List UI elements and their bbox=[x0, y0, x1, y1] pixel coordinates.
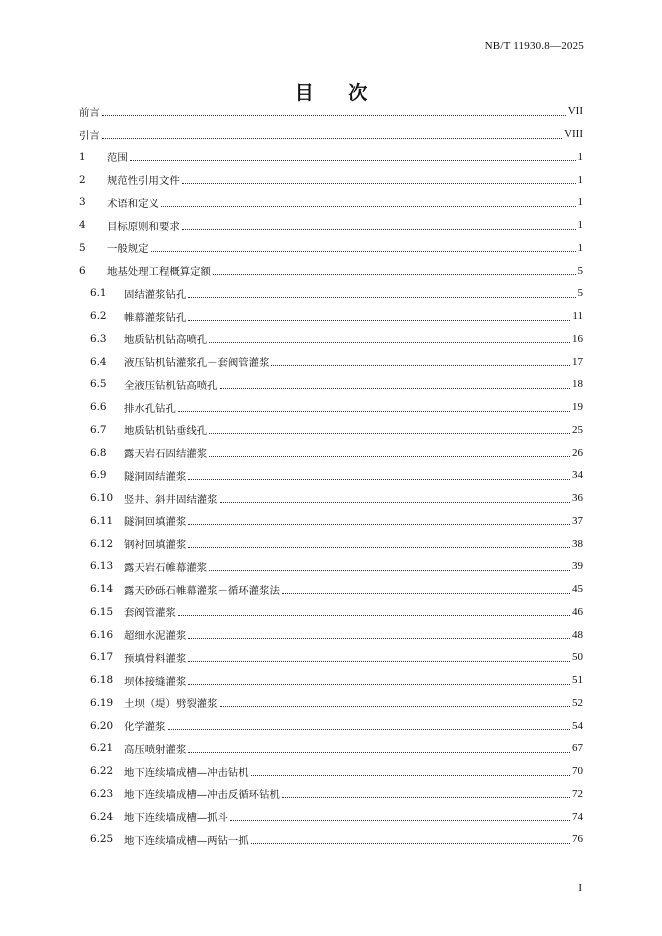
toc-entry-number: 1 bbox=[79, 150, 86, 163]
toc-entry[interactable] bbox=[79, 123, 583, 146]
toc-entry-title: 规范性引用文件 bbox=[107, 175, 180, 188]
toc-entry-number: 6.16 bbox=[90, 628, 114, 641]
toc-entry[interactable] bbox=[79, 168, 583, 191]
toc-entry-number: 6.22 bbox=[90, 765, 114, 778]
toc-entry-page-number: 37 bbox=[572, 514, 583, 527]
toc-dot-leader bbox=[188, 312, 570, 321]
toc-entry[interactable] bbox=[79, 191, 583, 214]
toc-dot-leader bbox=[282, 585, 570, 594]
toc-entry[interactable] bbox=[79, 350, 583, 373]
toc-entry-page-number: 48 bbox=[572, 628, 583, 641]
toc-entry-number: 6.5 bbox=[90, 378, 107, 391]
toc-entry-number: 6.18 bbox=[90, 674, 114, 687]
toc-entry-number: 2 bbox=[79, 173, 86, 186]
toc-entry-title: 高压喷射灌浆 bbox=[124, 743, 187, 756]
toc-entry-number: 6.1 bbox=[90, 287, 107, 300]
toc-entry-page-number: 16 bbox=[572, 332, 583, 345]
toc-entry-number: 6.15 bbox=[90, 605, 114, 618]
toc-entry-title: 化学灌浆 bbox=[124, 721, 166, 734]
toc-entry-page-number: 1 bbox=[577, 241, 583, 254]
toc-entry-number: 6.7 bbox=[90, 423, 107, 436]
toc-entry-number: 6.10 bbox=[90, 492, 114, 505]
toc-entry-page-number: 54 bbox=[572, 719, 583, 732]
toc-dot-leader bbox=[220, 494, 570, 503]
toc-entry[interactable] bbox=[79, 259, 583, 282]
toc-entry-page-number: 34 bbox=[572, 469, 583, 482]
toc-entry-title: 露天砂砾石帷幕灌浆－循环灌浆法 bbox=[124, 584, 280, 597]
toc-entry[interactable] bbox=[79, 419, 583, 442]
toc-dot-leader bbox=[188, 516, 570, 525]
toc-dot-leader bbox=[188, 539, 570, 548]
toc-entry-title: 全液压钻机钻高喷孔 bbox=[124, 379, 218, 392]
toc-entry-page-number: 50 bbox=[572, 651, 583, 664]
toc-entry-page-number: 17 bbox=[572, 355, 583, 368]
toc-entry[interactable] bbox=[79, 601, 583, 624]
toc-entry[interactable] bbox=[79, 487, 583, 510]
toc-entry-title: 液压钻机钻灌浆孔－套阀管灌浆 bbox=[124, 357, 270, 370]
toc-entry-number: 6.21 bbox=[90, 742, 114, 755]
toc-entry-page-number: 46 bbox=[572, 605, 583, 618]
toc-entry[interactable] bbox=[79, 578, 583, 601]
toc-entry[interactable] bbox=[79, 805, 583, 828]
table-of-contents bbox=[79, 100, 583, 851]
toc-entry-title: 地下连续墙成槽—冲击反循环钻机 bbox=[124, 789, 280, 802]
toc-dot-leader bbox=[251, 767, 570, 776]
toc-entry-title: 一般规定 bbox=[107, 243, 149, 256]
toc-entry-page-number: VII bbox=[567, 105, 583, 118]
toc-entry[interactable] bbox=[79, 783, 583, 806]
toc-entry-title: 固结灌浆钻孔 bbox=[124, 288, 187, 301]
toc-entry-title: 地质钻机钻高喷孔 bbox=[124, 334, 208, 347]
toc-entry-title: 地下连续墙成槽—冲击钻机 bbox=[124, 766, 249, 779]
toc-entry-title: 帷幕灌浆钻孔 bbox=[124, 311, 187, 324]
toc-entry-page-number: 1 bbox=[577, 219, 583, 232]
toc-dot-leader bbox=[182, 175, 576, 184]
toc-entry-page-number: 5 bbox=[577, 264, 583, 277]
toc-entry-title: 范围 bbox=[107, 152, 128, 165]
toc-entry-page-number: 76 bbox=[572, 833, 583, 846]
toc-entry-number: 6.9 bbox=[90, 469, 107, 482]
toc-entry-number: 6.20 bbox=[90, 719, 114, 732]
toc-entry-number: 5 bbox=[79, 241, 86, 254]
toc-entry-page-number: 19 bbox=[572, 401, 583, 414]
toc-dot-leader bbox=[209, 448, 570, 457]
toc-dot-leader bbox=[188, 653, 570, 662]
toc-entry-title: 竖井、斜井固结灌浆 bbox=[124, 493, 218, 506]
toc-entry-page-number: 36 bbox=[572, 492, 583, 505]
toc-dot-leader bbox=[209, 334, 570, 343]
toc-entry[interactable] bbox=[79, 510, 583, 533]
toc-dot-leader bbox=[182, 221, 576, 230]
toc-entry-title: 引言 bbox=[79, 129, 100, 142]
toc-entry-number: 6.25 bbox=[90, 833, 114, 846]
toc-entry[interactable] bbox=[79, 305, 583, 328]
toc-dot-leader bbox=[188, 676, 570, 685]
toc-entry-title: 目标原则和要求 bbox=[107, 220, 180, 233]
toc-entry-number: 4 bbox=[79, 219, 86, 232]
toc-dot-leader bbox=[188, 289, 575, 298]
toc-entry-page-number: 1 bbox=[577, 150, 583, 163]
toc-entry-number: 6.6 bbox=[90, 401, 107, 414]
toc-dot-leader bbox=[188, 630, 570, 639]
toc-entry-number: 6.12 bbox=[90, 537, 114, 550]
toc-entry-page-number: 1 bbox=[577, 196, 583, 209]
toc-entry-title: 土坝（堤）劈裂灌浆 bbox=[124, 698, 218, 711]
toc-entry-page-number: 38 bbox=[572, 537, 583, 550]
toc-entry[interactable] bbox=[79, 737, 583, 760]
toc-entry[interactable] bbox=[79, 282, 583, 305]
toc-entry-number: 6.4 bbox=[90, 355, 107, 368]
toc-entry[interactable] bbox=[79, 532, 583, 555]
toc-entry-title: 套阀管灌浆 bbox=[124, 607, 176, 620]
toc-entry-page-number: 72 bbox=[572, 787, 583, 800]
toc-dot-leader bbox=[188, 744, 570, 753]
toc-entry-page-number: 52 bbox=[572, 696, 583, 709]
toc-entry[interactable] bbox=[79, 669, 583, 692]
toc-entry[interactable] bbox=[79, 100, 583, 123]
toc-entry-title: 露天岩石帷幕灌浆 bbox=[124, 561, 208, 574]
toc-dot-leader bbox=[178, 403, 570, 412]
toc-entry-number: 6.2 bbox=[90, 310, 107, 323]
page-folio: I bbox=[578, 882, 582, 894]
toc-entry-page-number: 45 bbox=[572, 583, 583, 596]
toc-dot-leader bbox=[230, 812, 570, 821]
standard-code: NB/T 11930.8—2025 bbox=[484, 40, 584, 52]
page-title: 目 次 bbox=[294, 82, 382, 104]
toc-entry-title: 地质钻机钻垂线孔 bbox=[124, 425, 208, 438]
toc-entry-title: 地下连续墙成槽—两钻一抓 bbox=[124, 834, 249, 847]
toc-entry-title: 地基处理工程概算定额 bbox=[107, 266, 211, 279]
toc-entry-page-number: 67 bbox=[572, 742, 583, 755]
toc-entry[interactable] bbox=[79, 214, 583, 237]
toc-entry-number: 6.19 bbox=[90, 696, 114, 709]
toc-entry-page-number: 11 bbox=[572, 310, 583, 323]
toc-dot-leader bbox=[282, 789, 570, 798]
toc-entry-page-number: 18 bbox=[572, 378, 583, 391]
toc-entry-title: 排水孔钻孔 bbox=[124, 402, 176, 415]
toc-entry[interactable] bbox=[79, 646, 583, 669]
toc-dot-leader bbox=[271, 357, 570, 366]
toc-entry[interactable] bbox=[79, 396, 583, 419]
toc-entry[interactable] bbox=[79, 623, 583, 646]
toc-dot-leader bbox=[151, 243, 576, 252]
toc-dot-leader bbox=[178, 607, 570, 616]
toc-entry[interactable] bbox=[79, 328, 583, 351]
toc-entry[interactable] bbox=[79, 714, 583, 737]
toc-dot-leader bbox=[209, 562, 570, 571]
toc-entry-title: 钢衬回填灌浆 bbox=[124, 539, 187, 552]
toc-entry-page-number: 26 bbox=[572, 446, 583, 459]
toc-entry-page-number: 5 bbox=[577, 287, 583, 300]
toc-entry-number: 6.3 bbox=[90, 332, 107, 345]
toc-entry[interactable] bbox=[79, 760, 583, 783]
toc-entry-number: 6.11 bbox=[90, 514, 114, 527]
toc-entry[interactable] bbox=[79, 464, 583, 487]
toc-dot-leader bbox=[188, 471, 570, 480]
toc-entry-title: 超细水泥灌浆 bbox=[124, 630, 187, 643]
toc-entry-title: 隧洞回填灌浆 bbox=[124, 516, 187, 529]
toc-entry-number: 6.14 bbox=[90, 583, 114, 596]
toc-dot-leader bbox=[251, 835, 570, 844]
toc-entry-page-number: 25 bbox=[572, 423, 583, 436]
toc-entry[interactable] bbox=[79, 555, 583, 578]
toc-entry-title: 预填骨料灌浆 bbox=[124, 652, 187, 665]
toc-entry[interactable] bbox=[79, 373, 583, 396]
toc-entry-title: 露天岩石固结灌浆 bbox=[124, 448, 208, 461]
toc-entry-page-number: 39 bbox=[572, 560, 583, 573]
toc-entry[interactable] bbox=[79, 828, 583, 851]
toc-dot-leader bbox=[168, 721, 570, 730]
toc-entry-title: 术语和定义 bbox=[107, 197, 159, 210]
toc-entry-page-number: 51 bbox=[572, 674, 583, 687]
toc-entry-page-number: 70 bbox=[572, 765, 583, 778]
toc-entry[interactable] bbox=[79, 692, 583, 715]
toc-entry-page-number: VIII bbox=[564, 128, 583, 141]
toc-dot-leader bbox=[209, 425, 570, 434]
toc-entry-number: 6.23 bbox=[90, 787, 114, 800]
toc-entry-number: 6.17 bbox=[90, 651, 114, 664]
toc-dot-leader bbox=[213, 266, 576, 275]
toc-dot-leader bbox=[130, 152, 576, 161]
toc-dot-leader bbox=[220, 698, 570, 707]
toc-entry-number: 6 bbox=[79, 264, 86, 277]
toc-entry-title: 地下连续墙成槽—抓斗 bbox=[124, 812, 228, 825]
toc-entry-number: 3 bbox=[79, 196, 86, 209]
toc-entry-page-number: 74 bbox=[572, 810, 583, 823]
toc-entry-number: 6.8 bbox=[90, 446, 107, 459]
toc-entry-title: 隧洞固结灌浆 bbox=[124, 470, 187, 483]
toc-dot-leader bbox=[220, 380, 570, 389]
toc-entry[interactable] bbox=[79, 441, 583, 464]
toc-dot-leader bbox=[102, 107, 566, 116]
toc-entry[interactable] bbox=[79, 237, 583, 260]
toc-entry-title: 前言 bbox=[79, 106, 100, 119]
toc-entry-page-number: 1 bbox=[577, 173, 583, 186]
toc-entry[interactable] bbox=[79, 146, 583, 169]
toc-entry-title: 坝体接缝灌浆 bbox=[124, 675, 187, 688]
toc-dot-leader bbox=[102, 130, 562, 139]
toc-entry-number: 6.24 bbox=[90, 810, 114, 823]
toc-entry-number: 6.13 bbox=[90, 560, 114, 573]
toc-dot-leader bbox=[161, 198, 576, 207]
